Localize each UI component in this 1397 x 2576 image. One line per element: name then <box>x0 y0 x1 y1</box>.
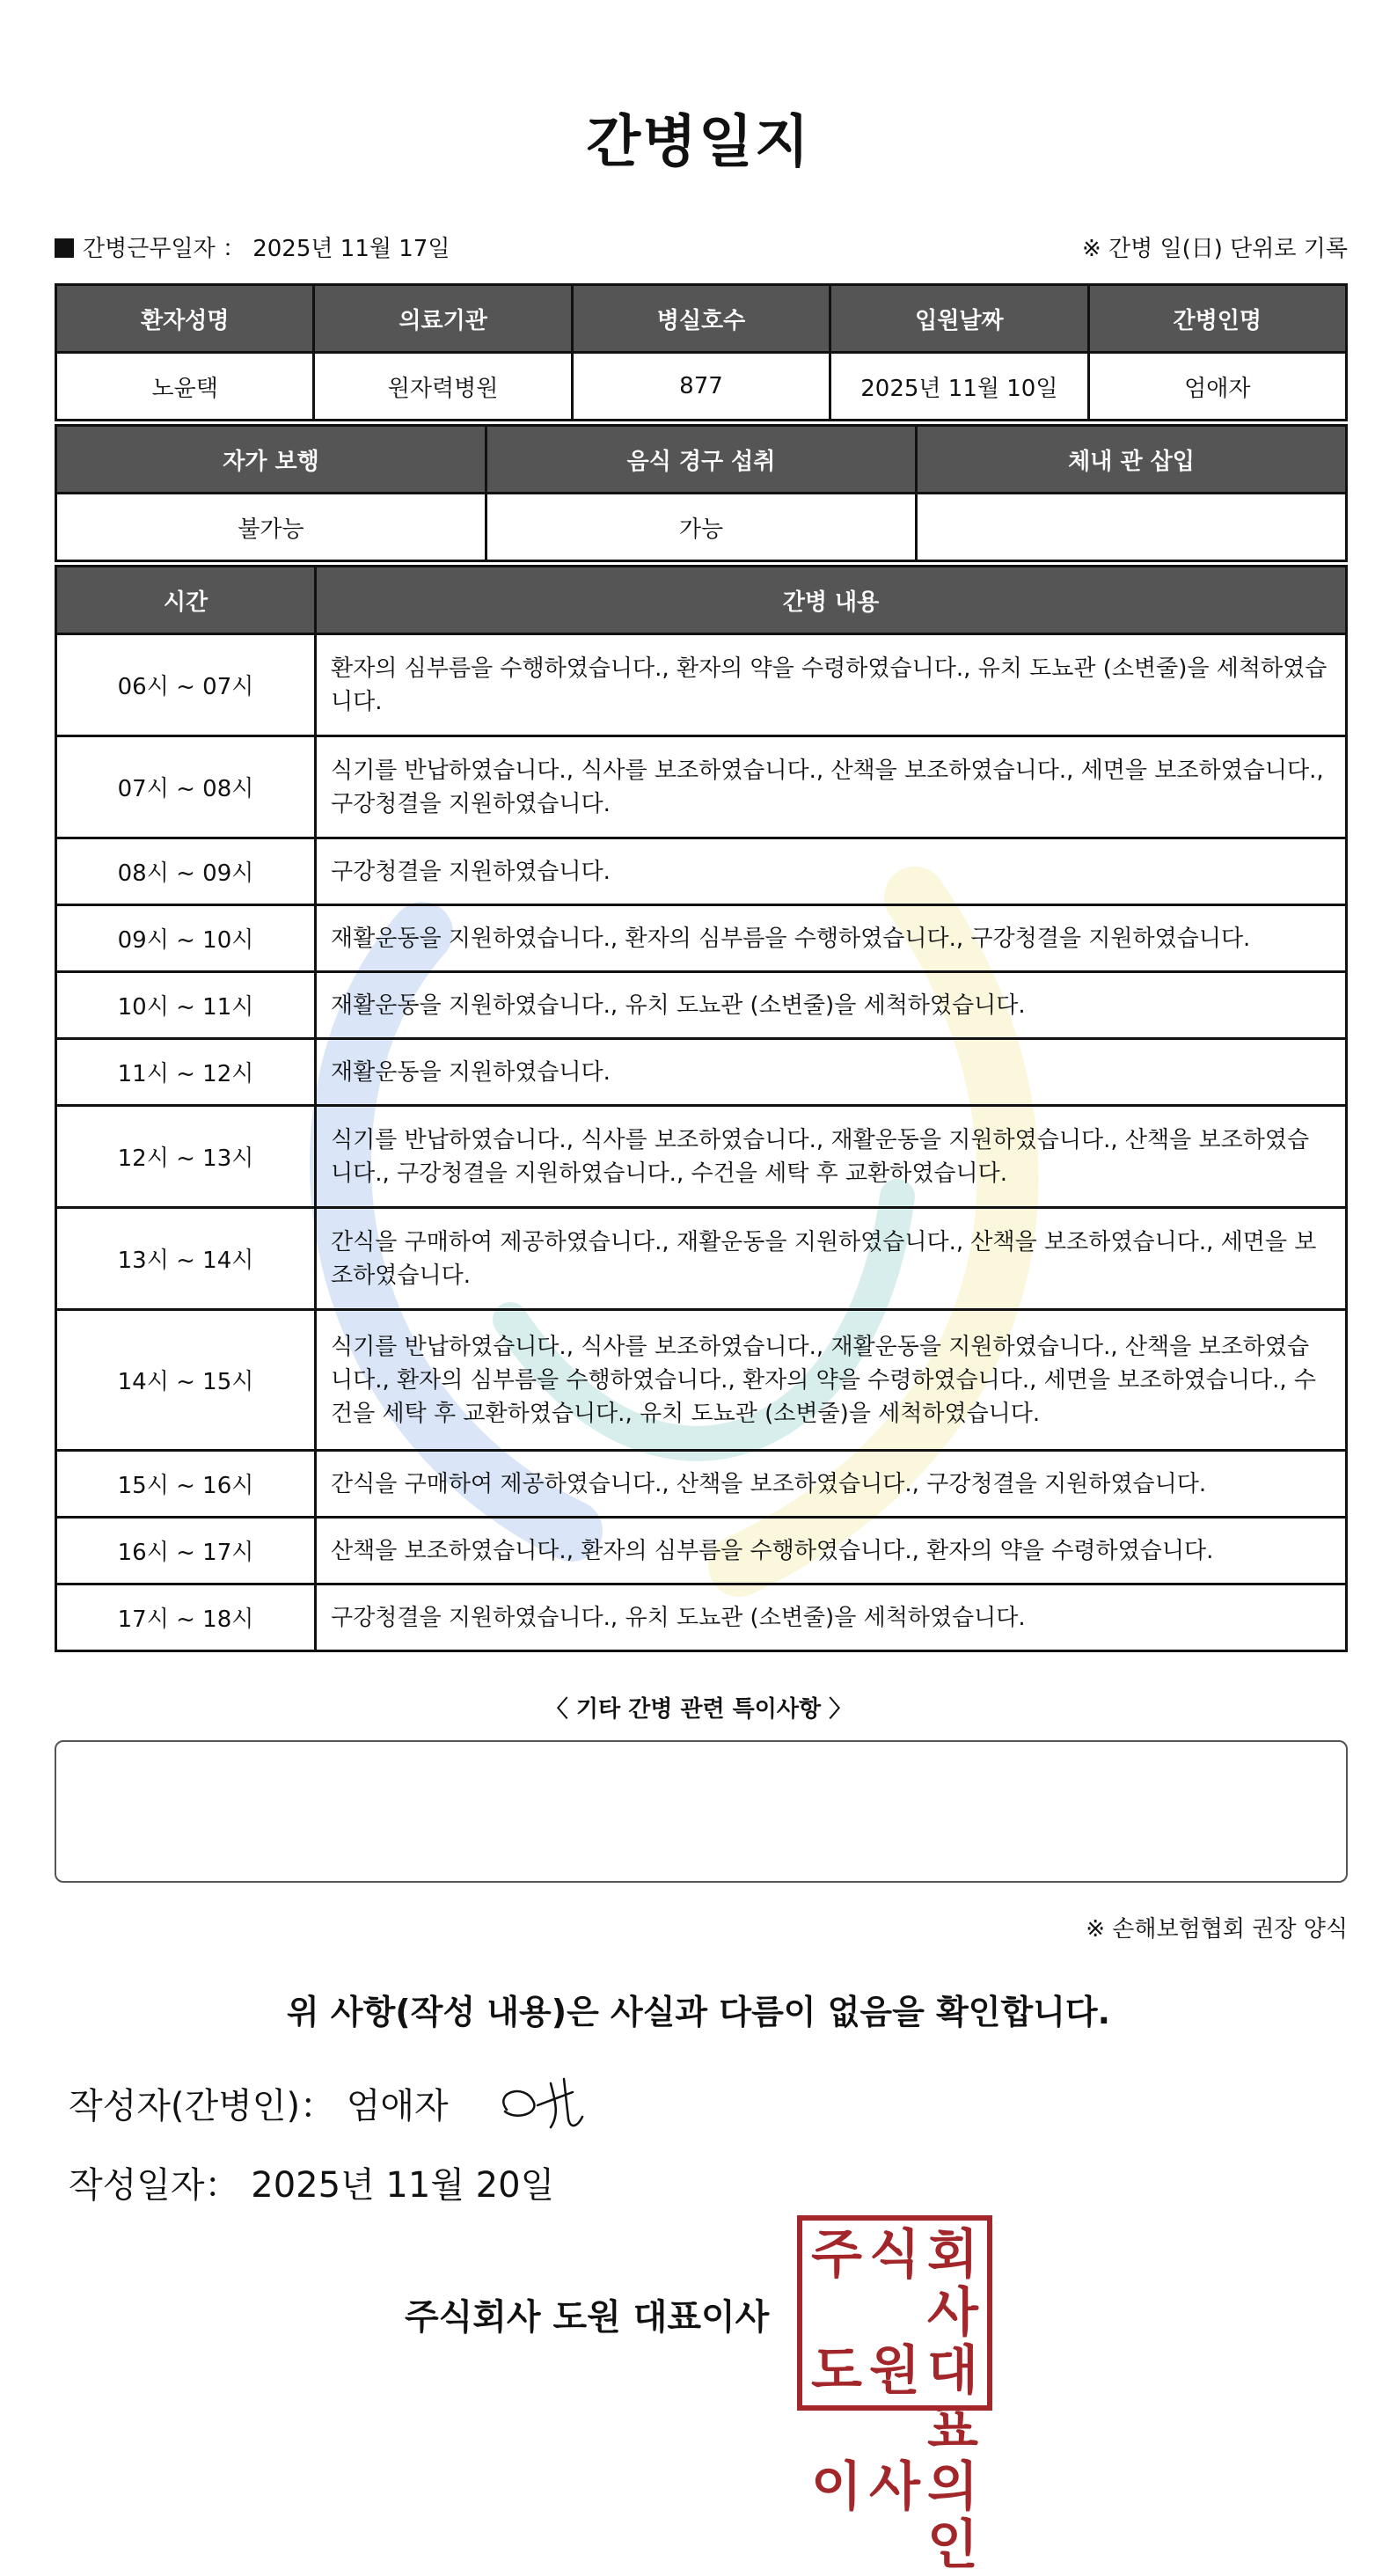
company-representative: 주식회사 도원 대표이사 <box>405 2297 770 2338</box>
signature-icon <box>489 2066 595 2136</box>
seal-char: 도 <box>811 2340 862 2402</box>
oral-intake-status: 가능 <box>486 494 917 561</box>
write-date-line: 작성일자： 2025년 11월 20일 <box>69 2165 555 2206</box>
patient-value-row <box>56 353 1347 421</box>
header-caregiver: 간병인명 <box>1088 285 1346 353</box>
care-content: 재활운동을 지원하였습니다. <box>316 1039 1347 1106</box>
table-row <box>56 736 1347 838</box>
table-row <box>56 1310 1347 1451</box>
document-title: 간병일지 <box>586 110 811 175</box>
status-header-row <box>56 426 1347 494</box>
admit-date: 2025년 11월 10일 <box>830 353 1088 421</box>
company-seal-stamp <box>797 2215 992 2576</box>
care-time: 17시 ~ 18시 <box>56 1584 316 1651</box>
room-number: 877 <box>572 353 830 421</box>
table-row <box>56 905 1347 972</box>
care-time: 15시 ~ 16시 <box>56 1451 316 1518</box>
care-time: 09시 ~ 10시 <box>56 905 316 972</box>
seal-char: 식 <box>869 2224 920 2286</box>
work-date <box>55 231 450 263</box>
table-row <box>56 1451 1347 1518</box>
care-time: 16시 ~ 17시 <box>56 1518 316 1584</box>
patient-status-table <box>55 424 1348 562</box>
care-content: 환자의 심부름을 수행하였습니다., 환자의 약을 수령하였습니다., 유치 도뇨관 (소변줄)을 세척하였습니다. <box>316 634 1347 736</box>
header-walking: 자가 보행 <box>56 426 486 494</box>
care-content: 간식을 구매하여 제공하였습니다., 산책을 보조하였습니다., 구강청결을 지원하였습니다. <box>316 1451 1347 1518</box>
care-content: 간식을 구매하여 제공하였습니다., 재활운동을 지원하였습니다., 산책을 보조하였습니다., 세면을 보조하였습니다. <box>316 1208 1347 1310</box>
care-content: 재활운동을 지원하였습니다., 환자의 심부름을 수행하였습니다., 구강청결을 지원하였습니다. <box>316 905 1347 972</box>
walking-status: 불가능 <box>56 494 486 561</box>
seal-char: 이 <box>811 2456 862 2518</box>
care-time: 06시 ~ 07시 <box>56 634 316 736</box>
care-log-header-row <box>56 567 1347 634</box>
seal-char: 회사 <box>927 2224 978 2344</box>
care-time: 07시 ~ 08시 <box>56 736 316 838</box>
recommend-note: ※ 손해보험협회 권장 양식 <box>1086 1916 1348 1943</box>
care-log-table <box>55 565 1348 1652</box>
care-content: 재활운동을 지원하였습니다., 유치 도뇨관 (소변줄)을 세척하였습니다. <box>316 972 1347 1039</box>
care-time: 12시 ~ 13시 <box>56 1106 316 1208</box>
tube-status <box>917 494 1347 561</box>
care-time: 11시 ~ 12시 <box>56 1039 316 1106</box>
header-admit-date: 입원날짜 <box>830 285 1088 353</box>
work-date-text: 간병근무일자 ： 2025년 11월 17일 <box>83 236 450 262</box>
care-content: 식기를 반납하였습니다., 식사를 보조하였습니다., 재활운동을 지원하였습니다., 산책을 보조하였습니다., 구강청결을 지원하였습니다., 수건을 세탁 후 교환하였습니다. <box>316 1106 1347 1208</box>
header-tube: 체내 관 삽입 <box>917 426 1347 494</box>
care-content: 식기를 반납하였습니다., 식사를 보조하였습니다., 산책을 보조하였습니다., 세면을 보조하였습니다., 구강청결을 지원하였습니다. <box>316 736 1347 838</box>
notes-box <box>55 1740 1348 1883</box>
writer-line: 작성자(간병인)： 엄애자 <box>69 2086 449 2126</box>
header-time: 시간 <box>56 567 316 634</box>
patient-info-table <box>55 283 1348 421</box>
header-hospital: 의료기관 <box>314 285 572 353</box>
header-patient-name: 환자성명 <box>56 285 314 353</box>
patient-header-row <box>56 285 1347 353</box>
seal-char: 대표 <box>927 2340 978 2460</box>
table-row <box>56 1518 1347 1584</box>
table-row <box>56 634 1347 736</box>
record-note: ※ 간병 일(日) 단위로 기록 <box>1081 236 1348 262</box>
confirm-statement: 위 사항(작성 내용)은 사실과 다름이 없음을 확인합니다. <box>286 1993 1111 2031</box>
care-content: 산책을 보조하였습니다., 환자의 심부름을 수행하였습니다., 환자의 약을 수령하였습니다. <box>316 1518 1347 1584</box>
seal-char: 사 <box>869 2456 920 2518</box>
header-oral-intake: 음식 경구 섭취 <box>486 426 917 494</box>
notes-title: 〈 기타 간병 관련 특이사항 〉 <box>545 1696 852 1723</box>
seal-char: 주 <box>811 2224 862 2286</box>
hospital-name: 원자력병원 <box>314 353 572 421</box>
caregiver-name: 엄애자 <box>1088 353 1346 421</box>
care-time: 14시 ~ 15시 <box>56 1310 316 1451</box>
table-row <box>56 1039 1347 1106</box>
table-row <box>56 838 1347 905</box>
care-time: 08시 ~ 09시 <box>56 838 316 905</box>
status-value-row <box>56 494 1347 561</box>
table-row <box>56 972 1347 1039</box>
care-content: 구강청결을 지원하였습니다. <box>316 838 1347 905</box>
care-content: 식기를 반납하였습니다., 식사를 보조하였습니다., 재활운동을 지원하였습니다., 산책을 보조하였습니다., 환자의 심부름을 수행하였습니다., 환자의 약을 수령하였습니다., 세면을 보조하였습니다., 수건을 세탁 후 교환하였습니다., 유치 도뇨관 (소변줄)을 세척하였습니다. <box>316 1310 1347 1451</box>
care-time: 13시 ~ 14시 <box>56 1208 316 1310</box>
seal-char: 의인 <box>927 2456 978 2576</box>
care-content: 구강청결을 지원하였습니다., 유치 도뇨관 (소변줄)을 세척하였습니다. <box>316 1584 1347 1651</box>
square-bullet-icon <box>55 238 74 258</box>
table-row <box>56 1106 1347 1208</box>
header-care-content: 간병 내용 <box>316 567 1347 634</box>
seal-char: 원 <box>869 2340 920 2402</box>
care-time: 10시 ~ 11시 <box>56 972 316 1039</box>
patient-name: 노윤택 <box>56 353 314 421</box>
table-row <box>56 1584 1347 1651</box>
header-room: 병실호수 <box>572 285 830 353</box>
table-row <box>56 1208 1347 1310</box>
